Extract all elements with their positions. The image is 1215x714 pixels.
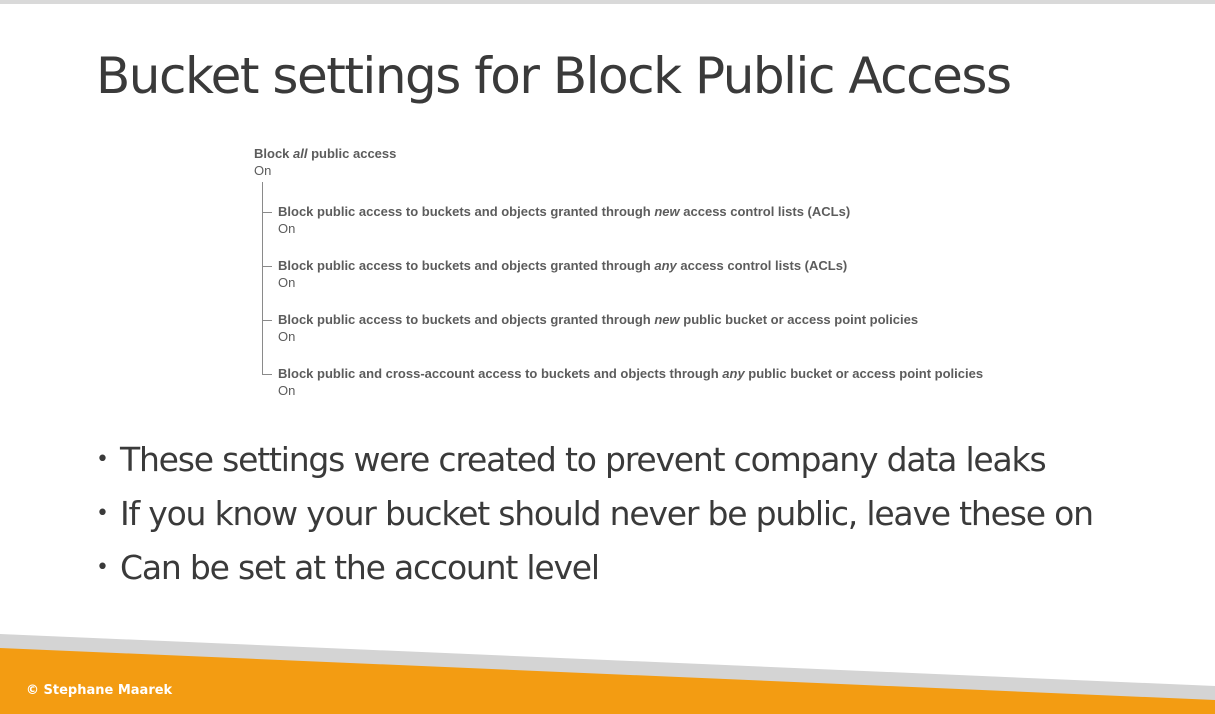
setting-title-text: public bucket or access point policies xyxy=(744,366,984,381)
setting-value-any-acls: On xyxy=(278,275,296,290)
bullet-text: If you know your bucket should never be public, leave these on xyxy=(120,494,1093,533)
setting-title-text: public access xyxy=(307,146,397,161)
setting-title-emphasis: new xyxy=(654,204,680,219)
setting-title-emphasis: any xyxy=(722,366,745,381)
bullet-marker: • xyxy=(96,447,109,472)
setting-value-block-all: On xyxy=(254,163,272,178)
bullet-marker: • xyxy=(96,555,109,580)
setting-title-text: Block public and cross-account access to buckets and objects through xyxy=(278,366,723,381)
setting-title-text: Block public access to buckets and objects granted through xyxy=(278,312,655,327)
setting-title-text: Block public access to buckets and objects granted through xyxy=(278,204,655,219)
setting-title-text: access control lists (ACLs) xyxy=(676,258,848,273)
bullet-text: These settings were created to prevent company data leaks xyxy=(120,440,1046,479)
setting-value-new-policies: On xyxy=(278,329,296,344)
slide-title: Bucket settings for Block Public Access xyxy=(96,47,1011,105)
setting-title-emphasis: new xyxy=(654,312,680,327)
setting-title-emphasis: all xyxy=(293,146,308,161)
bullet-marker: • xyxy=(96,501,109,526)
setting-title-text: access control lists (ACLs) xyxy=(679,204,851,219)
setting-title-text: public bucket or access point policies xyxy=(679,312,919,327)
setting-title-emphasis: any xyxy=(654,258,677,273)
setting-title-text: Block xyxy=(254,146,294,161)
setting-title-text: Block public access to buckets and objects granted through xyxy=(278,258,655,273)
bullet-text: Can be set at the account level xyxy=(120,548,599,587)
copyright-notice: © Stephane Maarek xyxy=(26,683,173,698)
setting-value-new-acls: On xyxy=(278,221,296,236)
setting-value-any-policies: On xyxy=(278,383,296,398)
